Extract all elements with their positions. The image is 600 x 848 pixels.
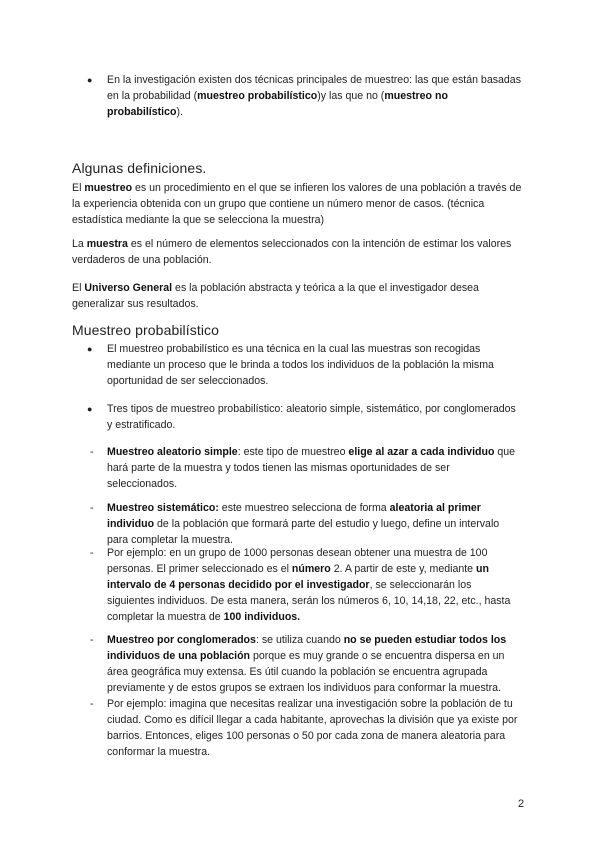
item-text: Por ejemplo: imagina que necesitas realizar una investigación sobre la población de tu ciudad. Como es difícil llegar a cada habitante, aprovechas la división que ya existe por barrios. Entonces, eliges 100 personas o 50 por cada zona de manera aleatoria para conformar la muestra. bbox=[107, 698, 518, 758]
cluster-item bbox=[90, 632, 522, 696]
bullet-text: El muestreo probabilístico es una técnica en la cual las muestras son recogidas mediante un proceso que le brinda a todos los individuos de la población la misma oportunidad de ser seleccionados. bbox=[107, 343, 494, 387]
dash-marker: - bbox=[90, 547, 94, 559]
definition-universo: El Universo General es la población abstracta y teórica a la que el investigador desea generalizar sus resultados. bbox=[72, 282, 479, 310]
item-text: Por ejemplo: en un grupo de 1000 personas desean obtener una muestra de 100 personas. El primer seleccionado es el número 2. A partir de este y, mediante un intervalo de 4 personas decidido por el investigador, se seleccionarán los siguientes individuos. De esta manera, serán los números 6, 10, 14,18, 22, etc., hasta completar la muestra de 100 individuos. bbox=[107, 547, 511, 623]
dash-marker: - bbox=[90, 502, 94, 514]
dash-marker: - bbox=[90, 698, 94, 710]
simple-random-item bbox=[90, 444, 522, 492]
bullet-marker: ● bbox=[87, 344, 93, 354]
definitions-heading: Algunas definiciones. bbox=[72, 160, 207, 176]
intro-bullet bbox=[87, 72, 522, 120]
item-text: Muestreo por conglomerados: se utiliza cuando no se pueden estudiar todos los individuos de una población porque es muy grande o se encuentra dispersa en un área geográfica muy extensa. Es útil cuando la población se encuentra agrupada previamente y de estos grupos se extraen los individuos para conformar la muestra. bbox=[107, 634, 507, 694]
systematic-item bbox=[90, 500, 522, 548]
dash-marker: - bbox=[90, 446, 94, 458]
definition-muestreo: El muestreo es un procedimiento en el que se infieren los valores de una población a través de la experiencia obtenida con un grupo que contiene un número menor de casos. (técnica estadística mediante la que se selecciona la muestra) bbox=[72, 182, 522, 226]
bullet-marker: ● bbox=[87, 404, 93, 414]
probabilistic-bullet-1 bbox=[87, 341, 522, 389]
page-number: 2 bbox=[518, 798, 525, 810]
bullet-text: Tres tipos de muestreo probabilístico: aleatorio simple, sistemático, por conglomerados y estratificado. bbox=[107, 403, 516, 431]
bullet-marker: ● bbox=[87, 75, 93, 85]
probabilistic-bullet-2 bbox=[87, 401, 522, 433]
item-text: Muestreo aleatorio simple: este tipo de muestreo elige al azar a cada individuo que hará parte de la muestra y todos tienen las mismas oportunidades de ser seleccionados. bbox=[107, 446, 516, 490]
definition-muestra: La muestra es el número de elementos seleccionados con la intención de estimar los valores verdaderos de una población. bbox=[72, 238, 512, 266]
probabilistic-heading: Muestreo probabilístico bbox=[72, 322, 220, 338]
intro-bullet-text: En la investigación existen dos técnicas principales de muestreo: las que están basadas en la probabilidad (muestreo probabilístico)y las que no (muestreo no probabilístico). bbox=[107, 74, 521, 118]
systematic-example-item bbox=[90, 545, 522, 625]
dash-marker: - bbox=[90, 634, 94, 646]
item-text: Muestreo sistemático: este muestreo selecciona de forma aleatoria al primer individuo de la población que formará parte del estudio y luego, define un intervalo para completar la muestra. bbox=[107, 502, 500, 546]
cluster-example-item bbox=[90, 696, 522, 760]
